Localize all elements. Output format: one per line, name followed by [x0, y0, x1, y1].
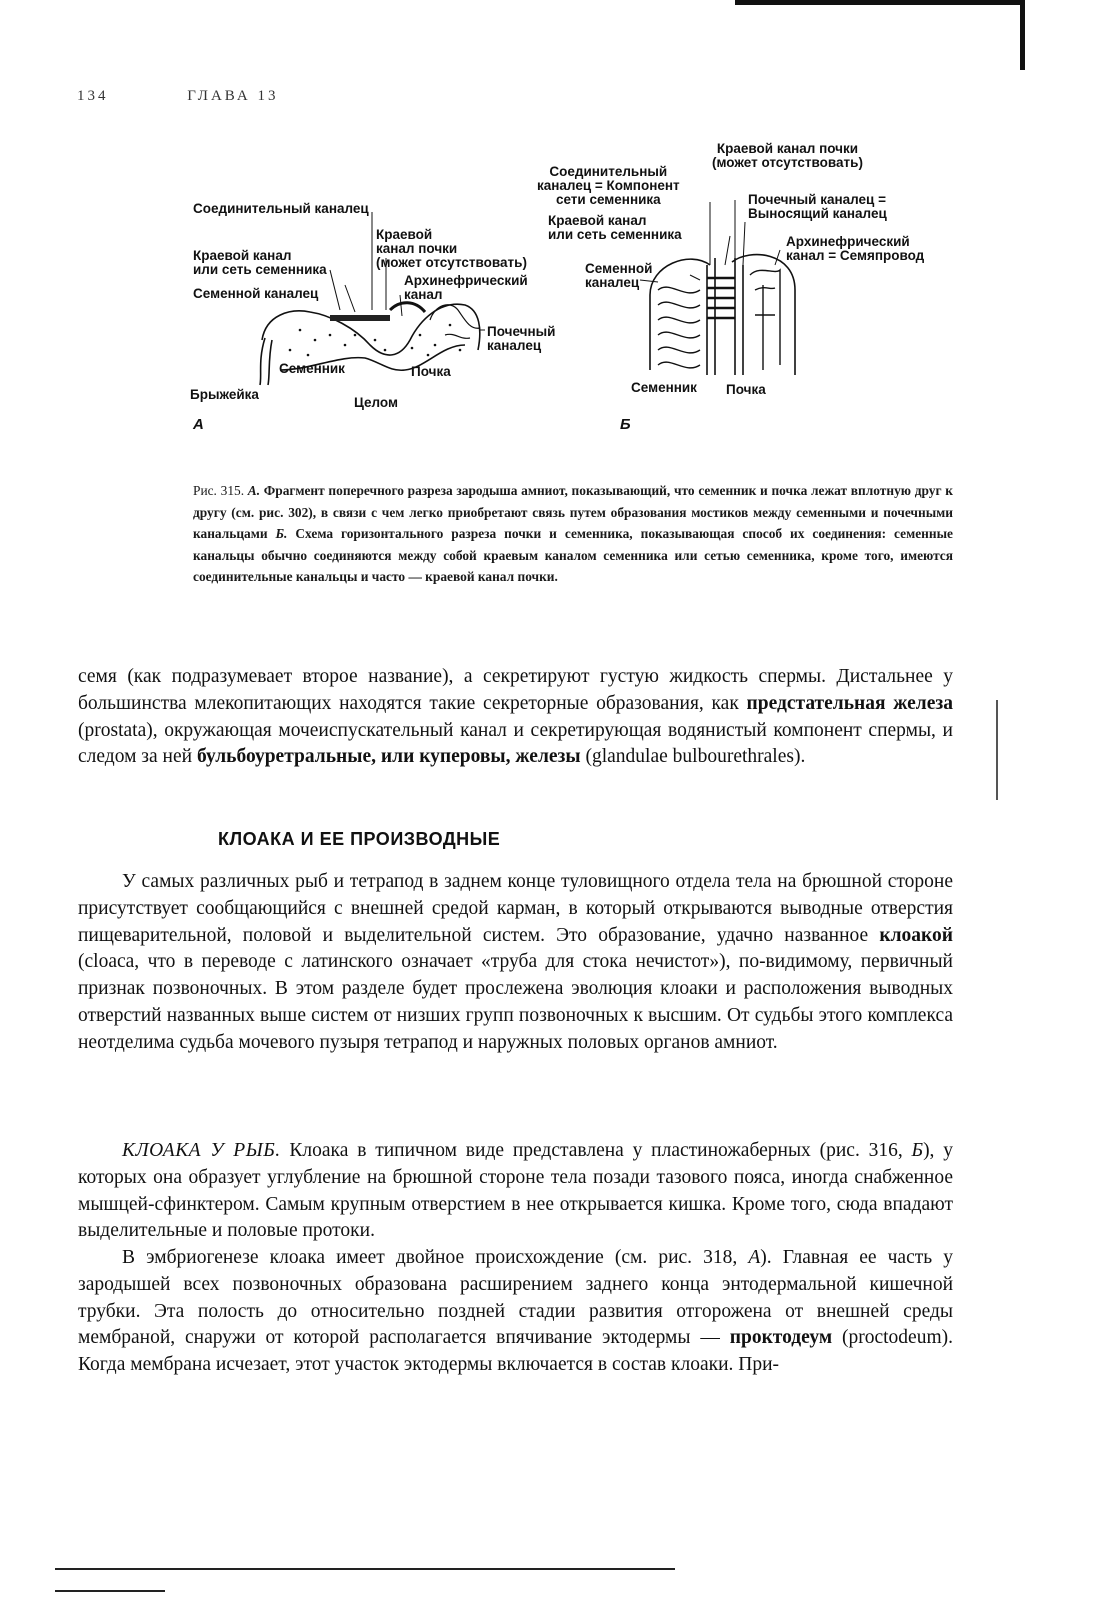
section-title: КЛОАКА И ЕЕ ПРОИЗВОДНЫЕ [218, 829, 501, 849]
label-b-marginal-testis-canal: Краевой канал или сеть семенника [548, 213, 682, 242]
footer-line-top [55, 1568, 675, 1570]
p4-text-a: В эмбриогенезе клоака имеет двойное происхождение (см. рис. 318, [122, 1247, 749, 1268]
label-a-marginal-testis-canal: Краевой канал или сеть семенника [193, 248, 327, 277]
term-cloaca: клоакой [879, 924, 953, 946]
term-bulbourethral-glands: бульбоуретральные, или куперовы, железы [196, 746, 581, 768]
label-a-connecting-tubule: Соединительный каналец [193, 201, 369, 216]
label-a-coelom: Целом [354, 395, 398, 410]
panel-b-letter: Б [620, 416, 631, 433]
label-b-renal-tubule: Почечный каналец = Выносящий каналец [748, 192, 887, 221]
panel-a-letter: А [193, 416, 204, 433]
p4-text-c: ). Главная ее часть у зародышей всех позвоночных образована расширением заднего конца энтодермальной кишечной трубки. Эта полость до относительно поздней стадии развития отгорожена от внешней среды мембраной, снаружи от которой располагается впячивание эктодермы — [78, 1247, 953, 1349]
chapter-title: ГЛАВА 13 [187, 88, 279, 104]
p1-text-c: (prostata), окружающая мочеиспускательный канал и секретирующая водянистый компонент спермы, и следом за ней [78, 719, 953, 768]
p4-ref-letter: А [748, 1247, 761, 1268]
p1-text-a: семя (как подразумевает второе название), а секретируют густую жидкость спермы. Дистальнее у большинства млекопитающих находятся такие секреторные образования, как [78, 666, 953, 714]
label-b-archinephric-canal: Архинефрический канал = Семяпровод [786, 234, 925, 263]
label-a-testis: Семенник [279, 361, 345, 376]
caption-a-letter: А. [247, 483, 261, 498]
p2-text-c: (cloaca, что в переводе с латинского означает «труба для стока нечистот»), по-видимому, первичный признак позвоночных. В этом разделе будет прослежена эволюция клоаки и расположения выводных отверстий названных выше систем от низших групп позвоночных к высшим. От судьбы этого комплекса неотделима судьба мочевого пузыря тетрапод и наружных половых органов амниот. [78, 951, 953, 1053]
caption-number: Рис. 315. [193, 483, 245, 498]
term-prostate: предстательная железа [746, 692, 953, 714]
paragraph-1 [78, 664, 953, 771]
caption-b-text: Схема горизонтального разреза почки и семенника, показывающая способ их соединения: семенные канальцы обычно соединяются между собой краевым каналом семенника или сетью семенника, кроме того, имеются соединительные канальцы и часто — краевой канал почки. [193, 526, 953, 584]
right-margin-line [996, 700, 998, 800]
label-b-kidney: Почка [726, 382, 766, 397]
right-edge-line [1020, 0, 1025, 70]
p2-text-a: У самых различных рыб и тетрапод в заднем конце туловищного отдела тела на брюшной стороне присутствует сообщающийся с внешней средой карман, в который открываются выводные отверстия пищеварительной, половой и выделительной систем. Это образование, удачно названное [78, 871, 953, 946]
p3-ref-letter: Б [911, 1140, 924, 1161]
top-edge-line [735, 0, 1025, 5]
label-b-testis: Семенник [631, 380, 697, 395]
label-a-kidney: Почка [411, 364, 451, 379]
p4-text-e: (proctodeum). Когда мембрана исчезает, этот участок эктодермы включается в состав клоаки. При- [78, 1327, 953, 1376]
label-a-seminal-tubule: Семенной каналец [193, 286, 319, 301]
paragraph-3 [78, 1138, 953, 1245]
subheading-cloaca-fish: КЛОАКА У РЫБ. [122, 1140, 281, 1161]
paragraph-2 [78, 869, 953, 1057]
label-a-mesentery: Брыжейка [190, 387, 259, 402]
footer-line-bottom [55, 1590, 165, 1592]
p3-text-d: ), у которых она образует углубление на брюшной стороне тела позади тазового пояса, иногда снабженное мышцей-сфинктером. Самым крупным отверстием в нее открывается кишка. Кроме того, сюда впадают выделительные и половые протоки. [78, 1140, 953, 1242]
label-a-renal-tubule: Почечный каналец [487, 324, 556, 353]
caption-b-letter: Б. [275, 526, 288, 541]
label-a-marginal-renal-canal: Краевой канал почки (может отсутствовать) [376, 227, 527, 270]
label-b-connecting-tubule: Соединительный каналец = Компонент сети семенника [537, 164, 680, 207]
label-a-archinephric-canal: Архинефрический канал [404, 273, 528, 302]
p3-text-b: Клоака в типичном виде представлена у пластиножаберных (рис. 316, [280, 1140, 912, 1161]
label-b-marginal-renal-canal: Краевой канал почки (может отсутствовать) [712, 141, 863, 170]
label-b-seminal-tubule: Семенной каналец [585, 261, 653, 290]
term-proctodeum: проктодеум [729, 1327, 833, 1349]
p1-text-e: (glandulae bulbourethrales). [580, 746, 806, 768]
caption-a-text: Фрагмент поперечного разреза зародыша амниот, показывающий, что семенник и почка лежат вплотную друг к другу (см. рис. 302), в связи с чем легко приобретают связь путем образования мостиков между семенными и почечными канальцами [193, 483, 953, 541]
paragraph-4 [78, 1245, 953, 1379]
figure-caption [193, 480, 953, 588]
running-header [77, 88, 278, 105]
page-number: 134 [77, 88, 109, 104]
